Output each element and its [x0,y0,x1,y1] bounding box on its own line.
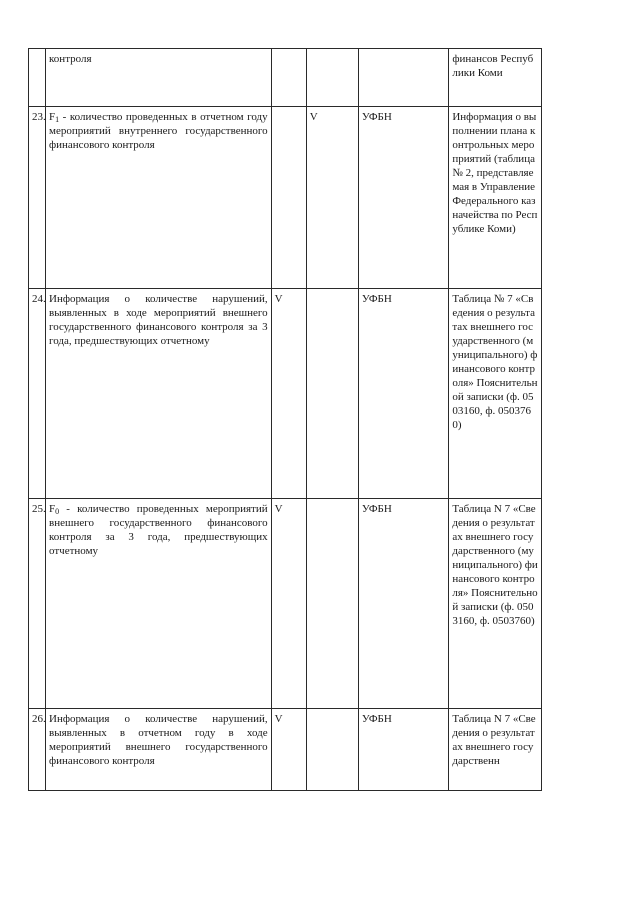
row-description [46,289,272,499]
table-row [29,709,542,791]
row-number: 23. [29,107,46,289]
row-note: финансов Республики Коми [449,49,542,107]
table-row [29,49,542,107]
row-source: УФБН [358,499,448,709]
table-row [29,289,542,499]
description-text: - количество проведенных мероприятий внешнего государственного финансового контроля за 3 года, предшествующих отчетному [49,503,268,557]
formula-symbol: F [49,503,56,515]
row-number: 26. [29,709,46,791]
description-text: Информация о количестве нарушений, выявленных в ходе мероприятий внешнего государственного финансового контроля за 3 года, предшествующих отчетному [49,293,268,347]
description-text: Информация о количестве нарушений, выявленных в отчетном году в ходе мероприятий внешнего государственного финансового контроля [49,713,268,767]
table-row [29,107,542,289]
row-description [46,499,272,709]
row-note: Таблица N 7 «Сведения о результатах внешнего государственн [449,709,542,791]
row-description [46,709,272,791]
row-source: УФБН [358,107,448,289]
formula-symbol: F [49,111,56,123]
row-source: УФБН [358,709,448,791]
row-mark-1 [271,107,306,289]
row-mark-2 [306,499,358,709]
row-description [46,107,272,289]
row-note: Таблица № 7 «Сведения о результатах внешнего государственного (муниципального) финансового контроля» Пояснительной записки (ф. 0503160, ф. 0503760) [449,289,542,499]
row-note: Таблица N 7 «Сведения о результатах внешнего государственного (муниципального) финансового контроля» Пояснительной записки (ф. 0503160, ф. 0503760) [449,499,542,709]
description-text: контроля [49,53,92,65]
row-mark-2 [306,49,358,107]
row-mark-1: V [271,499,306,709]
row-mark-1: V [271,709,306,791]
row-number [29,49,46,107]
row-note: Информация о выполнении плана контрольных мероприятий (таблица № 2, представляемая в Управление Федерального казначейства по Республике Коми) [449,107,542,289]
row-source [358,49,448,107]
row-description [46,49,272,107]
row-mark-2: V [306,107,358,289]
row-source: УФБН [358,289,448,499]
row-mark-2 [306,289,358,499]
row-number: 25. [29,499,46,709]
row-number: 24. [29,289,46,499]
row-mark-2 [306,709,358,791]
indicators-table [28,48,542,791]
description-text: - количество проведенных в отчетном году мероприятий внутреннего государственного финансового контроля [49,111,268,151]
row-mark-1: V [271,289,306,499]
row-mark-1 [271,49,306,107]
table-row [29,499,542,709]
formula-subscript: 0 [55,507,60,516]
formula-subscript: 1 [55,115,60,124]
